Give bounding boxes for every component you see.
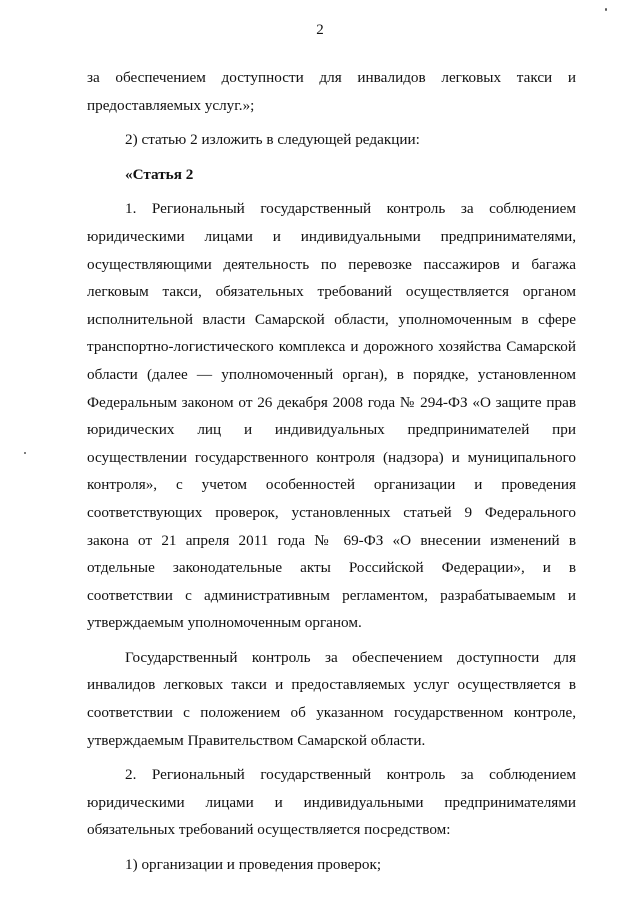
page-number: 2 — [316, 22, 324, 38]
paragraph-accessibility-control: Государственный контроль за обеспечением доступности для инвалидов легковых такси и предоставляемых услуг осуществляется в соответствии с положением об указанном государственном контроле, утверждаемым Правительством Самарской области. — [87, 648, 576, 749]
paragraph-clause-2: 2. Региональный государственный контроль за соблюдением юридическими лицами и индивидуальными предпринимателями обязательных требований осуществляется посредством: — [87, 766, 576, 839]
paragraph-continuation: за обеспечением доступности для инвалидов легковых такси и предоставляемых услуг.»; — [87, 69, 576, 114]
scan-speck — [605, 8, 607, 11]
paragraph-subclause-1: 1) организации и проведения проверок; — [125, 856, 382, 874]
article-heading: «Статья 2 — [125, 165, 194, 183]
document-body — [87, 64, 576, 879]
paragraph-clause-1: 1. Региональный государственный контроль за соблюдением юридическими лицами и индивидуальными предпринимателями, осуществляющими деятельность по перевозке пассажиров и багажа легковым такси, обязательных требований осуществляется органом исполнительной власти Самарской области, уполномоченным в сфере транспортно-логистического комплекса и дорожного хозяйства Самарской области (далее — уполномоченный орган), в порядке, установленном Федеральным законом от 26 декабря 2008 года № 294-ФЗ «О защите прав юридических лиц и индивидуальных предпринимателей при осуществлении государственного контроля (надзора) и муниципального контроля», с учетом особенностей организации и проведения соответствующих проверок, установленных статьей 9 Федерального закона от 21 апреля 2011 года № 69-ФЗ «О внесении изменений в отдельные законодательные акты Российской Федерации», и в соответствии с административным регламентом, разрабатываемым и утверждаемым уполномоченным органом. — [87, 200, 576, 632]
scan-speck — [24, 452, 26, 454]
paragraph-amendment-item: 2) статью 2 изложить в следующей редакции: — [125, 131, 420, 149]
